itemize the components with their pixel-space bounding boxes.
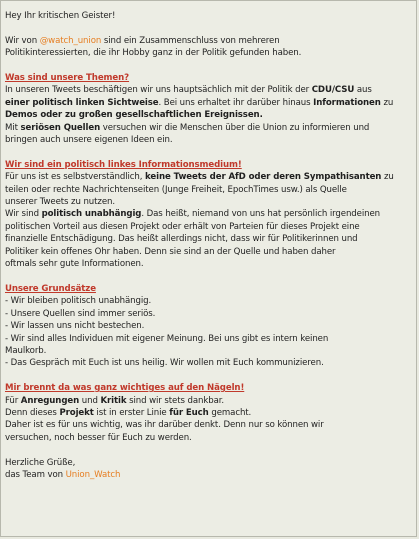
themen-text: zu — [380, 97, 394, 108]
twitter-handle-link[interactable]: @watch_union — [39, 35, 102, 46]
heading-medium: Wir sind ein politisch linkes Informationsmedium! — [5, 159, 242, 170]
spacer — [5, 444, 417, 456]
medium-line-7: Politiker kein offenes Ohr haben. Denn sie sind an der Quelle und haben daher — [5, 246, 336, 257]
document-body — [5, 10, 417, 481]
naegel-line-1 — [5, 395, 417, 407]
medium-line-5: politischen Vorteil aus diesen Projekt oder erhält von Parteien für dieses Projekt eine — [5, 221, 360, 232]
heading-grundsaetze: Unsere Grundsätze — [5, 283, 96, 294]
themen-text: aus — [354, 85, 372, 96]
themen-bold: CDU/CSU — [311, 85, 355, 96]
medium-bold: politisch unabhängig — [41, 209, 142, 220]
themen-text: In unseren Tweets beschäftigen wir uns hauptsächlich mit der Politik der — [5, 85, 312, 96]
themen-text: versuchen wir die Menschen über die Union zu informieren und — [100, 122, 370, 133]
spacer — [5, 270, 417, 282]
grundsatz-item: - Wir lassen uns nicht bestechen. — [5, 321, 145, 332]
grundsatz-item: - Das Gespräch mit Euch ist uns heilig. Wir wollen mit Euch kommunizieren. — [5, 358, 324, 369]
naegel-bold: Kritik — [100, 395, 127, 406]
intro-text: sind ein Zusammenschluss von mehreren — [101, 35, 280, 46]
naegel-text: ist in erster Linie — [93, 407, 170, 418]
medium-text: Wir sind — [5, 209, 42, 220]
spacer — [5, 370, 417, 382]
heading-naegel: Mir brennt da was ganz wichtiges auf den Nägeln! — [5, 383, 245, 394]
naegel-text: und — [79, 395, 101, 406]
themen-line-1 — [5, 84, 417, 96]
themen-line-5: bringen auch unsere eigenen Ideen ein. — [5, 135, 173, 146]
grundsatz-item: - Wir bleiben politisch unabhängig. — [5, 296, 152, 307]
naegel-text: Denn dieses — [5, 407, 60, 418]
intro-line-2: Politikinteressierten, die ihr Hobby ganz in der Politik gefunden haben. — [5, 48, 302, 59]
medium-line-1 — [5, 171, 417, 183]
themen-bold: Demos oder zu großen gesellschaftlichen Ereignissen. — [5, 110, 263, 121]
spacer — [5, 22, 417, 34]
grundsatz-item: - Wir sind alles Individuen mit eigener Meinung. Bei uns gibt es intern keinen — [5, 333, 329, 344]
naegel-line-2 — [5, 407, 417, 419]
naegel-line-4: versuchen, noch besser für Euch zu werden. — [5, 432, 192, 443]
naegel-bold: Anregungen — [20, 395, 80, 406]
greeting: Hey Ihr kritischen Geister! — [5, 11, 116, 21]
spacer — [5, 60, 417, 72]
naegel-bold: für Euch — [169, 407, 209, 418]
closing-line-1: Herzliche Grüße, — [5, 457, 76, 468]
intro-line-1 — [5, 35, 417, 47]
medium-bold: keine Tweets der AfD oder deren Sympathisanten — [145, 172, 382, 183]
spacer — [5, 146, 417, 158]
medium-line-2: teilen oder rechte Nachrichtenseiten (Junge Freiheit, EpochTimes usw.) als Quelle — [5, 184, 347, 195]
themen-text: . Bei uns erhaltet ihr darüber hinaus — [158, 97, 314, 108]
closing-text: das Team von — [5, 469, 66, 480]
naegel-bold: Projekt — [59, 407, 94, 418]
medium-line-3: unserer Tweets zu nutzen. — [5, 197, 115, 208]
themen-line-2 — [5, 97, 417, 109]
intro-text: Wir von — [5, 35, 40, 46]
medium-line-4 — [5, 208, 417, 220]
grundsatz-item: Maulkorb. — [5, 345, 47, 356]
medium-line-6: finanzielle Entschädigung. Das heißt allerdings nicht, dass wir für Politikerinnen und — [5, 234, 358, 245]
themen-bold: Informationen — [313, 97, 381, 108]
naegel-text: gemacht. — [208, 407, 252, 418]
medium-text: Für uns ist es selbstverständlich, — [5, 172, 146, 183]
medium-line-8: oftmals sehr gute Informationen. — [5, 259, 144, 270]
grundsatz-item: - Unsere Quellen sind immer seriös. — [5, 308, 156, 319]
team-handle-link[interactable]: Union_Watch — [65, 469, 121, 480]
medium-text: zu — [381, 172, 394, 183]
naegel-line-3: Daher ist es für uns wichtig, was ihr darüber denkt. Denn nur so können wir — [5, 420, 324, 431]
closing-line-2 — [5, 469, 417, 481]
themen-bold: seriösen Quellen — [20, 122, 101, 133]
themen-line-3 — [5, 109, 417, 121]
heading-themen: Was sind unsere Themen? — [5, 73, 130, 83]
themen-bold: einer politisch linken Sichtweise — [5, 97, 159, 108]
themen-line-4 — [5, 122, 417, 134]
themen-text: Mit — [5, 122, 21, 133]
naegel-text: Für — [5, 395, 21, 406]
naegel-text: sind wir stets dankbar. — [126, 395, 225, 406]
medium-text: . Das heißt, niemand von uns hat persönlich irgendeinen — [141, 209, 381, 220]
